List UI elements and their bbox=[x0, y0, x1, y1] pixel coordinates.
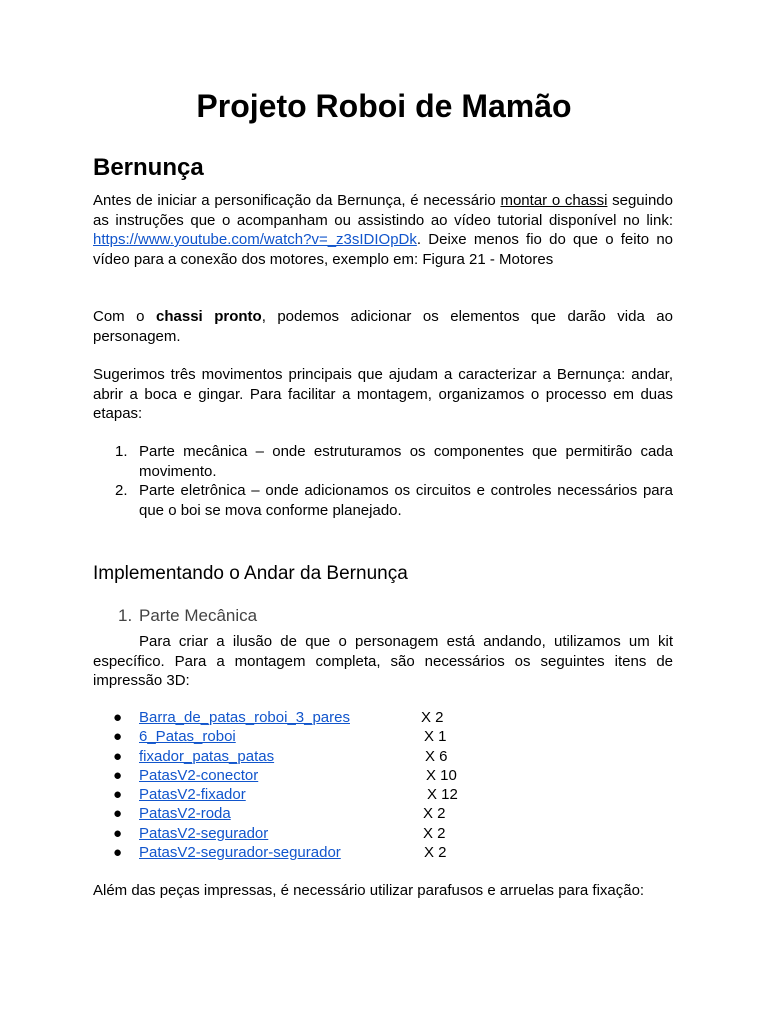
intro-text-3: . Deixe menos fio do que o feito no vídeo para a conexão dos motores, exemplo em: Figura 21 - Motores bbox=[93, 231, 673, 268]
part-link[interactable]: PatasV2-segurador-segurador bbox=[139, 844, 341, 862]
chassis-ready-paragraph bbox=[93, 307, 673, 346]
bullet-icon: ● bbox=[113, 805, 123, 823]
subsection-heading: Implementando o Andar da Bernunça bbox=[93, 563, 408, 584]
part-link[interactable]: PatasV2-segurador bbox=[139, 824, 269, 842]
chassis-assembly-link[interactable]: montar o chassi bbox=[500, 192, 608, 209]
intro-text-2: seguindo as instruções que o acompanham ou assistindo ao vídeo tutorial disponível no link: bbox=[93, 192, 673, 229]
steps-list bbox=[93, 442, 673, 520]
section-heading: Bernunça bbox=[93, 154, 204, 181]
list-item bbox=[93, 727, 593, 746]
part-heading bbox=[118, 605, 257, 627]
bullet-icon: ● bbox=[113, 728, 123, 746]
bullet-icon: ● bbox=[113, 844, 123, 862]
list-item bbox=[93, 442, 673, 481]
step-text: Parte mecânica – onde estruturamos os componentes que permitirão cada movimento. bbox=[139, 443, 673, 480]
part-link[interactable]: fixador_patas_patas bbox=[139, 747, 275, 765]
part-link[interactable]: Barra_de_patas_roboi_3_pares bbox=[139, 709, 350, 726]
bullet-icon: ● bbox=[113, 786, 123, 804]
list-item bbox=[93, 804, 593, 823]
chassis-ready-bold: chassi pronto bbox=[156, 308, 262, 325]
part-quantity: X 1 bbox=[424, 728, 447, 746]
bullet-icon: ● bbox=[113, 709, 123, 726]
list-item bbox=[93, 708, 593, 727]
part-quantity: X 6 bbox=[425, 747, 448, 765]
intro-text-1: Antes de iniciar a personificação da Bernunça, é necessário bbox=[93, 192, 501, 209]
part-quantity: X 2 bbox=[423, 805, 446, 823]
intro-paragraph bbox=[93, 191, 673, 269]
list-item bbox=[93, 481, 673, 520]
part-link[interactable]: 6_Patas_roboi bbox=[139, 728, 236, 746]
bullet-icon: ● bbox=[113, 747, 123, 765]
part-link[interactable]: PatasV2-fixador bbox=[139, 786, 246, 804]
part-quantity: X 2 bbox=[424, 844, 447, 862]
list-item bbox=[93, 766, 593, 785]
step-text: Parte eletrônica – onde adicionamos os circuitos e controles necessários para que o boi se mova conforme planejado. bbox=[139, 482, 673, 519]
part-number: 1. bbox=[118, 606, 133, 625]
youtube-link[interactable]: https://www.youtube.com/watch?v=_z3sIDIOpDk bbox=[93, 231, 417, 248]
step-number: 1. bbox=[115, 443, 128, 460]
bullet-icon: ● bbox=[113, 824, 123, 842]
part-label: Parte Mecânica bbox=[139, 606, 258, 625]
movements-paragraph: Sugerimos três movimentos principais que ajudam a caracterizar a Bernunça: andar, abrir a boca e gingar. Para facilitar a montagem, organizamos o processo em duas etapas: bbox=[93, 366, 673, 422]
part-link[interactable]: PatasV2-conector bbox=[139, 766, 259, 784]
kit-intro-paragraph: Para criar a ilusão de que o personagem está andando, utilizamos um kit específico. Para a montagem completa, são necessários os seguintes itens de impressão 3D: bbox=[93, 633, 673, 689]
chassis-text-1: Com o bbox=[93, 308, 156, 325]
part-link[interactable]: PatasV2-roda bbox=[139, 805, 231, 823]
part-quantity: X 12 bbox=[427, 786, 458, 804]
closing-paragraph: Além das peças impressas, é necessário utilizar parafusos e arruelas para fixação: bbox=[93, 882, 645, 899]
list-item bbox=[93, 824, 593, 843]
list-item bbox=[93, 843, 593, 862]
step-number: 2. bbox=[115, 482, 128, 499]
part-quantity: X 10 bbox=[426, 766, 457, 784]
parts-list bbox=[93, 708, 593, 862]
list-item bbox=[93, 785, 593, 804]
part-quantity: X 2 bbox=[421, 709, 444, 726]
document-title: Projeto Roboi de Mamão bbox=[196, 88, 572, 124]
chassis-text-2: , podemos adicionar os elementos que darão vida ao personagem. bbox=[93, 308, 673, 345]
list-item bbox=[93, 747, 593, 766]
bullet-icon: ● bbox=[113, 766, 123, 784]
part-quantity: X 2 bbox=[423, 824, 446, 842]
